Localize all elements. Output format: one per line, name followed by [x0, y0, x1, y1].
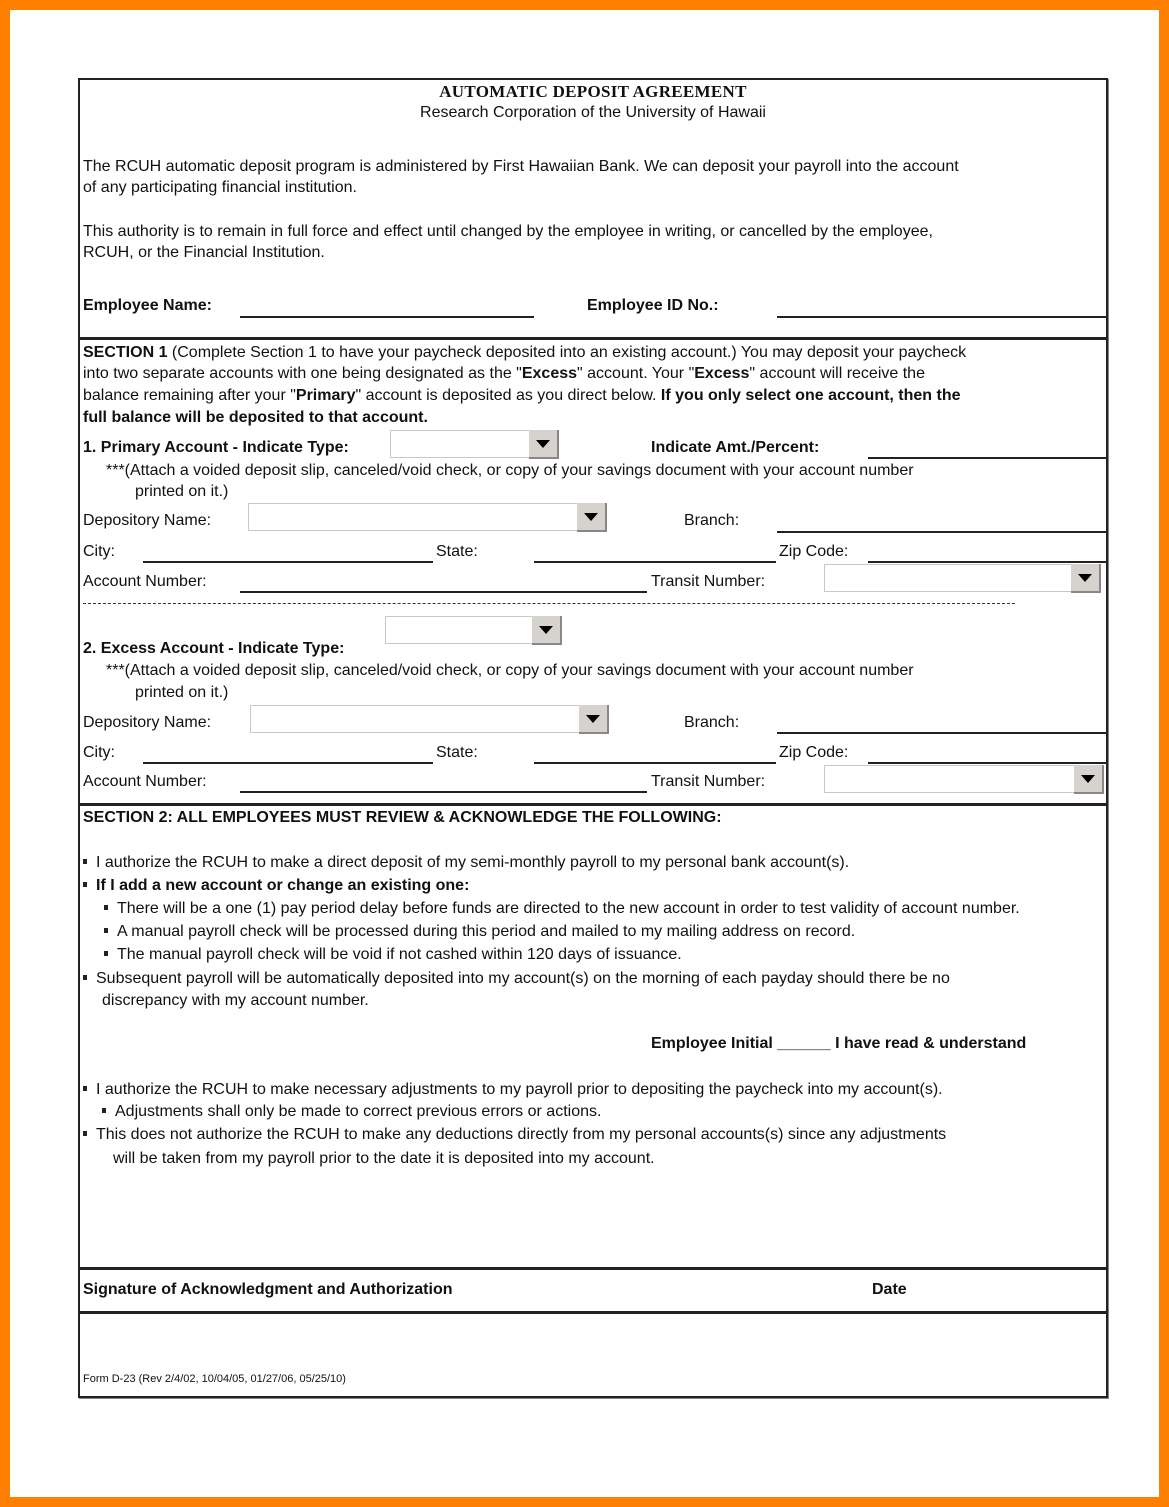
- intro-text-1b: of any participating financial institution.: [83, 179, 357, 196]
- primary-type-dropdown[interactable]: [390, 430, 558, 458]
- section1-heading: SECTION 1: [83, 344, 168, 361]
- excess-city-label: City:: [83, 744, 115, 761]
- divider: [80, 337, 1106, 340]
- employee-name-field[interactable]: [240, 316, 534, 318]
- excess-depository-dropdown[interactable]: [250, 705, 608, 733]
- date-label: Date: [872, 1281, 907, 1298]
- intro-text-1a: The RCUH automatic deposit program is administered by First Hawaiian Bank. We can deposit your payroll into the account: [83, 158, 959, 175]
- excess-account-number-field[interactable]: [240, 791, 647, 793]
- excess-zip-label: Zip Code:: [779, 744, 849, 761]
- intro-text-2b: RCUH, or the Financial Institution.: [83, 244, 325, 261]
- text: " account. Your ": [577, 365, 695, 382]
- section1-line4: full balance will be deposited to that account.: [83, 409, 428, 426]
- section1-line3: [83, 385, 961, 407]
- excess-state-label: State:: [436, 744, 478, 761]
- ack-item: I authorize the RCUH to make necessary adjustments to my payroll prior to depositing the paycheck into my account(s).: [83, 1079, 943, 1101]
- excess-note-line2: printed on it.): [135, 684, 229, 701]
- excess-state-field[interactable]: [534, 762, 776, 764]
- intro-text-2a: This authority is to remain in full force and effect until changed by the employee in writing, or cancelled by the employee,: [83, 223, 933, 240]
- excess-depository-label: Depository Name:: [83, 714, 212, 731]
- text-bold: Excess: [694, 365, 750, 382]
- primary-account-number-label: Account Number:: [83, 573, 207, 590]
- employee-initial-field[interactable]: Employee Initial ______ I have read & understand: [651, 1035, 1027, 1052]
- excess-zip-field[interactable]: [868, 762, 1106, 764]
- primary-state-field[interactable]: [534, 561, 776, 563]
- primary-amount-field[interactable]: [868, 457, 1106, 459]
- primary-state-label: State:: [436, 543, 478, 560]
- ack-item: This does not authorize the RCUH to make any deductions directly from my personal accounts(s) since any adjustments: [83, 1124, 946, 1146]
- primary-branch-field[interactable]: [777, 531, 1106, 533]
- section1-line1: [83, 342, 966, 364]
- ack-subitem: There will be a one (1) pay period delay before funds are directed to the new account in order to test validity of account number.: [104, 898, 1020, 920]
- text: balance remaining after your ": [83, 387, 296, 404]
- text: into two separate accounts with one being designated as the ": [83, 365, 522, 382]
- section1-intro-text: (Complete Section 1 to have your paycheck deposited into an existing account.) You may deposit your paycheck: [167, 344, 967, 361]
- form-id: Form D-23 (Rev 2/4/02, 10/04/05, 01/27/06, 05/25/10): [83, 1373, 346, 1385]
- form-title: AUTOMATIC DEPOSIT AGREEMENT: [439, 82, 747, 101]
- text-bold: If you only select one account, then the: [660, 387, 961, 404]
- ack-item-continued: will be taken from my payroll prior to the date it is deposited into my account.: [113, 1150, 655, 1167]
- primary-city-field[interactable]: [143, 561, 433, 563]
- signature-label: Signature of Acknowledgment and Authorization: [83, 1281, 453, 1298]
- excess-city-field[interactable]: [143, 762, 433, 764]
- text-bold: Excess: [521, 365, 578, 382]
- employee-name-label: Employee Name:: [83, 297, 212, 314]
- primary-note-line1: ***(Attach a voided deposit slip, canceled/void check, or copy of your savings document with your account number: [106, 462, 914, 479]
- primary-branch-label: Branch:: [684, 512, 740, 529]
- excess-branch-label: Branch:: [684, 714, 740, 731]
- ack-subitem: A manual payroll check will be processed during this period and mailed to my mailing address on record.: [104, 921, 855, 943]
- chevron-down-icon[interactable]: [529, 430, 559, 459]
- primary-city-label: City:: [83, 543, 115, 560]
- primary-zip-field[interactable]: [868, 561, 1106, 563]
- primary-transit-label: Transit Number:: [651, 573, 766, 590]
- divider: [80, 1311, 1106, 1314]
- chevron-down-icon[interactable]: [1074, 765, 1104, 794]
- chevron-down-icon[interactable]: [1071, 564, 1101, 593]
- excess-note-line1: ***(Attach a voided deposit slip, canceled/void check, or copy of your savings document with your account number: [106, 662, 914, 679]
- excess-account-label: 2. Excess Account - Indicate Type:: [83, 640, 345, 657]
- ack-subitem: The manual payroll check will be void if not cashed within 120 days of issuance.: [104, 944, 682, 966]
- excess-type-dropdown[interactable]: [385, 616, 561, 644]
- ack-item: Subsequent payroll will be automatically deposited into my account(s) on the morning of each payday should there be no: [83, 968, 950, 990]
- section2-heading: SECTION 2: ALL EMPLOYEES MUST REVIEW & ACKNOWLEDGE THE FOLLOWING:: [83, 809, 722, 826]
- excess-transit-label: Transit Number:: [651, 773, 766, 790]
- excess-account-number-label: Account Number:: [83, 773, 207, 790]
- primary-transit-dropdown[interactable]: [824, 564, 1100, 592]
- primary-account-number-field[interactable]: [240, 591, 647, 593]
- form-subtitle: Research Corporation of the University of Hawaii: [420, 104, 766, 121]
- excess-transit-dropdown[interactable]: [824, 765, 1103, 793]
- chevron-down-icon[interactable]: [577, 503, 607, 532]
- employee-id-field[interactable]: [777, 316, 1106, 318]
- ack-item: If I add a new account or change an existing one:: [83, 875, 469, 897]
- primary-account-label: 1. Primary Account - Indicate Type:: [83, 439, 349, 456]
- deposit-agreement-form: [78, 78, 1108, 1398]
- divider: [80, 1267, 1106, 1270]
- text-bold: Primary: [295, 387, 356, 404]
- section1-line2: [83, 363, 925, 385]
- page: [10, 10, 1159, 1497]
- dashed-separator: [83, 603, 1015, 604]
- employee-id-label: Employee ID No.:: [587, 297, 719, 314]
- primary-depository-label: Depository Name:: [83, 512, 212, 529]
- primary-amount-label: Indicate Amt./Percent:: [651, 439, 820, 456]
- chevron-down-icon[interactable]: [579, 705, 609, 734]
- excess-branch-field[interactable]: [777, 732, 1106, 734]
- ack-subitem: Adjustments shall only be made to correct previous errors or actions.: [102, 1101, 601, 1123]
- ack-item: I authorize the RCUH to make a direct deposit of my semi-monthly payroll to my personal bank account(s).: [83, 852, 849, 874]
- chevron-down-icon[interactable]: [532, 616, 562, 645]
- primary-note-line2: printed on it.): [135, 483, 229, 500]
- primary-depository-dropdown[interactable]: [248, 503, 606, 531]
- primary-zip-label: Zip Code:: [779, 543, 849, 560]
- divider: [80, 803, 1106, 806]
- ack-item-continued: discrepancy with my account number.: [102, 992, 369, 1009]
- text: " account will receive the: [749, 365, 925, 382]
- text: " account is deposited as you direct below.: [355, 387, 661, 404]
